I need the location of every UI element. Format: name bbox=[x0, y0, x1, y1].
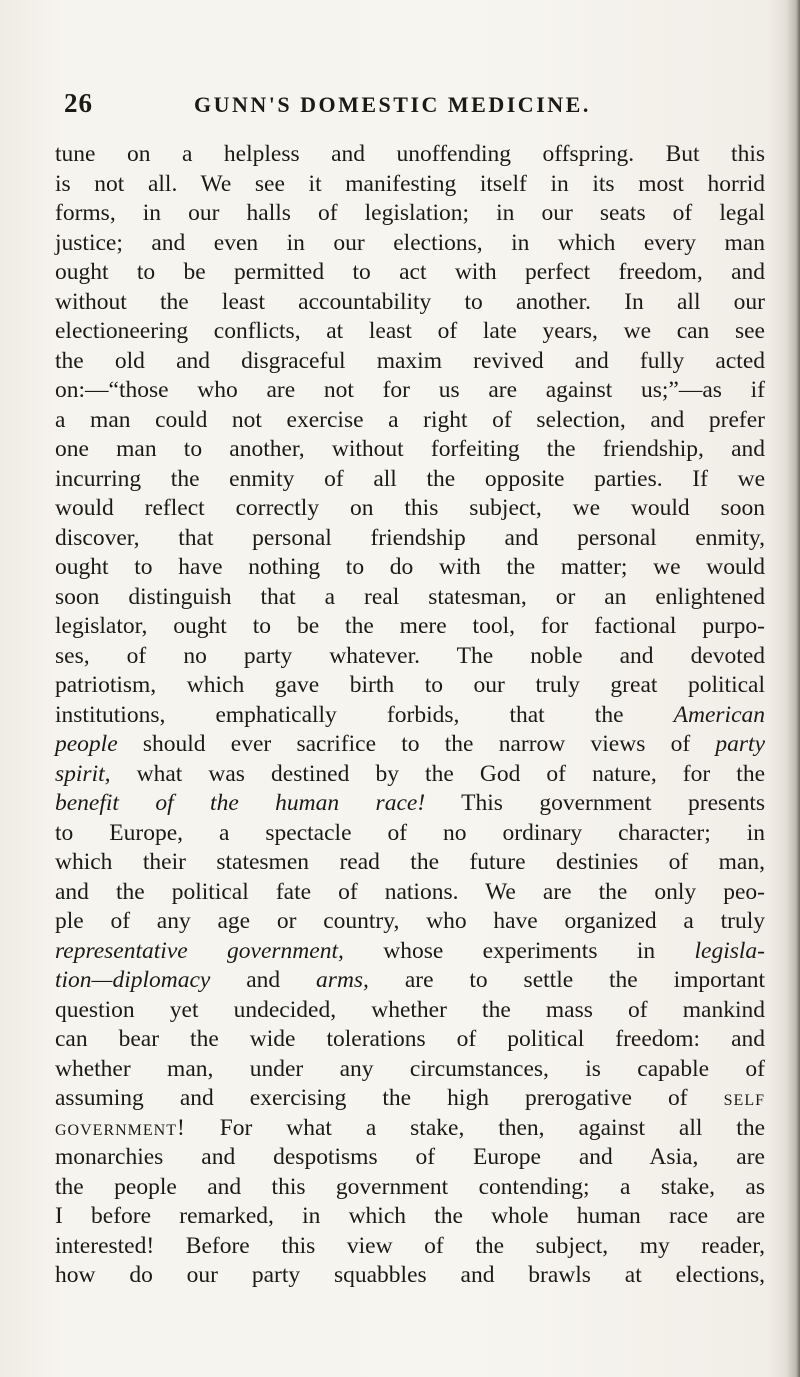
text-line bbox=[55, 1114, 765, 1144]
text-line: without the least accountability to another. In all our bbox=[55, 288, 765, 315]
page-edge-shadow bbox=[786, 0, 800, 1377]
text-line: would reflect correctly on this subject, we would soon bbox=[55, 495, 765, 521]
italic-run: party bbox=[715, 731, 765, 757]
text-run: whose experiments in bbox=[343, 937, 695, 964]
text-line bbox=[55, 730, 765, 760]
text-line: which their statesmen read the future destinies of man, bbox=[55, 849, 765, 875]
text-line: electioneering conflicts, at least of late years, we can see bbox=[55, 318, 765, 344]
text-run: what was destined by the God of nature, for the bbox=[110, 760, 765, 787]
text-line bbox=[55, 760, 765, 790]
text-line: monarchies and despotisms of Europe and Asia, are bbox=[55, 1144, 765, 1170]
text-line: interested! Before this view of the subject, my reader, bbox=[55, 1232, 765, 1259]
text-line: can bear the wide tolerations of political freedom: and bbox=[55, 1026, 765, 1052]
text-line: ought to be permitted to act with perfect freedom, and bbox=[55, 259, 765, 285]
text-run: should ever sacrifice to the narrow views of bbox=[117, 731, 716, 757]
body-text bbox=[55, 140, 765, 1291]
text-line: ple of any age or country, who have organized a truly bbox=[55, 908, 765, 934]
text-line: how do our party squabbles and brawls at elections, bbox=[55, 1262, 765, 1288]
text-line: tune on a helpless and unoffending offspring. But this bbox=[55, 141, 765, 167]
text-line: I before remarked, in which the whole human race are bbox=[55, 1203, 765, 1229]
page-number: 26 bbox=[64, 88, 93, 118]
text-line: discover, that personal friendship and personal enmity, bbox=[55, 524, 765, 551]
text-line bbox=[55, 789, 765, 819]
italic-run: benefit of the human race! bbox=[55, 790, 426, 816]
text-line: justice; and even in our elections, in which every man bbox=[55, 229, 765, 256]
text-line: the people and this government contending; a stake, as bbox=[55, 1173, 765, 1200]
text-run: are to settle the important bbox=[368, 967, 765, 993]
text-line: whether man, under any circumstances, is capable of bbox=[55, 1055, 765, 1082]
text-run: institutions, emphatically forbids, that the bbox=[55, 701, 624, 728]
text-run: and bbox=[210, 967, 317, 993]
text-line bbox=[55, 1084, 765, 1114]
italic-run: tion—diplomacy bbox=[55, 967, 211, 993]
text-line: to Europe, a spectacle of no ordinary character; in bbox=[55, 819, 765, 846]
small-caps-run: government! bbox=[55, 1114, 186, 1141]
text-run: This government presents bbox=[425, 790, 766, 816]
italic-run: American bbox=[673, 701, 766, 728]
text-line: a man could not exercise a right of selection, and prefer bbox=[55, 406, 765, 433]
text-line bbox=[55, 966, 765, 996]
text-line: question yet undecided, whether the mass of mankind bbox=[55, 996, 765, 1023]
italic-run: representative government, bbox=[55, 937, 344, 964]
page-header bbox=[64, 88, 764, 122]
text-line: the old and disgraceful maxim revived and fully acted bbox=[55, 347, 765, 374]
text-run: assuming and exercising the high prerogative of bbox=[55, 1085, 724, 1111]
running-head: GUNN'S DOMESTIC MEDICINE. bbox=[194, 92, 591, 117]
text-line bbox=[55, 937, 765, 967]
text-line: on:—“those who are not for us are against us;”—as if bbox=[55, 377, 765, 403]
italic-run: legisla- bbox=[694, 937, 765, 964]
text-line: ses, of no party whatever. The noble and devoted bbox=[55, 642, 765, 669]
text-line bbox=[55, 701, 765, 731]
text-line: legislator, ought to be the mere tool, for factional purpo- bbox=[55, 613, 765, 639]
italic-run: people bbox=[55, 731, 118, 757]
text-line: is not all. We see it manifesting itself in its most horrid bbox=[55, 170, 765, 197]
text-line: incurring the enmity of all the opposite parties. If we bbox=[55, 465, 765, 492]
text-line: one man to another, without forfeiting the friendship, and bbox=[55, 436, 765, 462]
text-run: For what a stake, then, against all the bbox=[185, 1114, 765, 1141]
text-line: ought to have nothing to do with the matter; we would bbox=[55, 554, 765, 580]
italic-run: arms, bbox=[316, 967, 369, 993]
text-line: forms, in our halls of legislation; in our seats of legal bbox=[55, 200, 765, 226]
italic-run: spirit, bbox=[55, 760, 111, 787]
small-caps-run: self bbox=[723, 1085, 765, 1111]
text-line: patriotism, which gave birth to our truly great political bbox=[55, 672, 765, 698]
text-line: and the political fate of nations. We are the only peo- bbox=[55, 878, 765, 905]
text-line: soon distinguish that a real statesman, or an enlightened bbox=[55, 583, 765, 610]
